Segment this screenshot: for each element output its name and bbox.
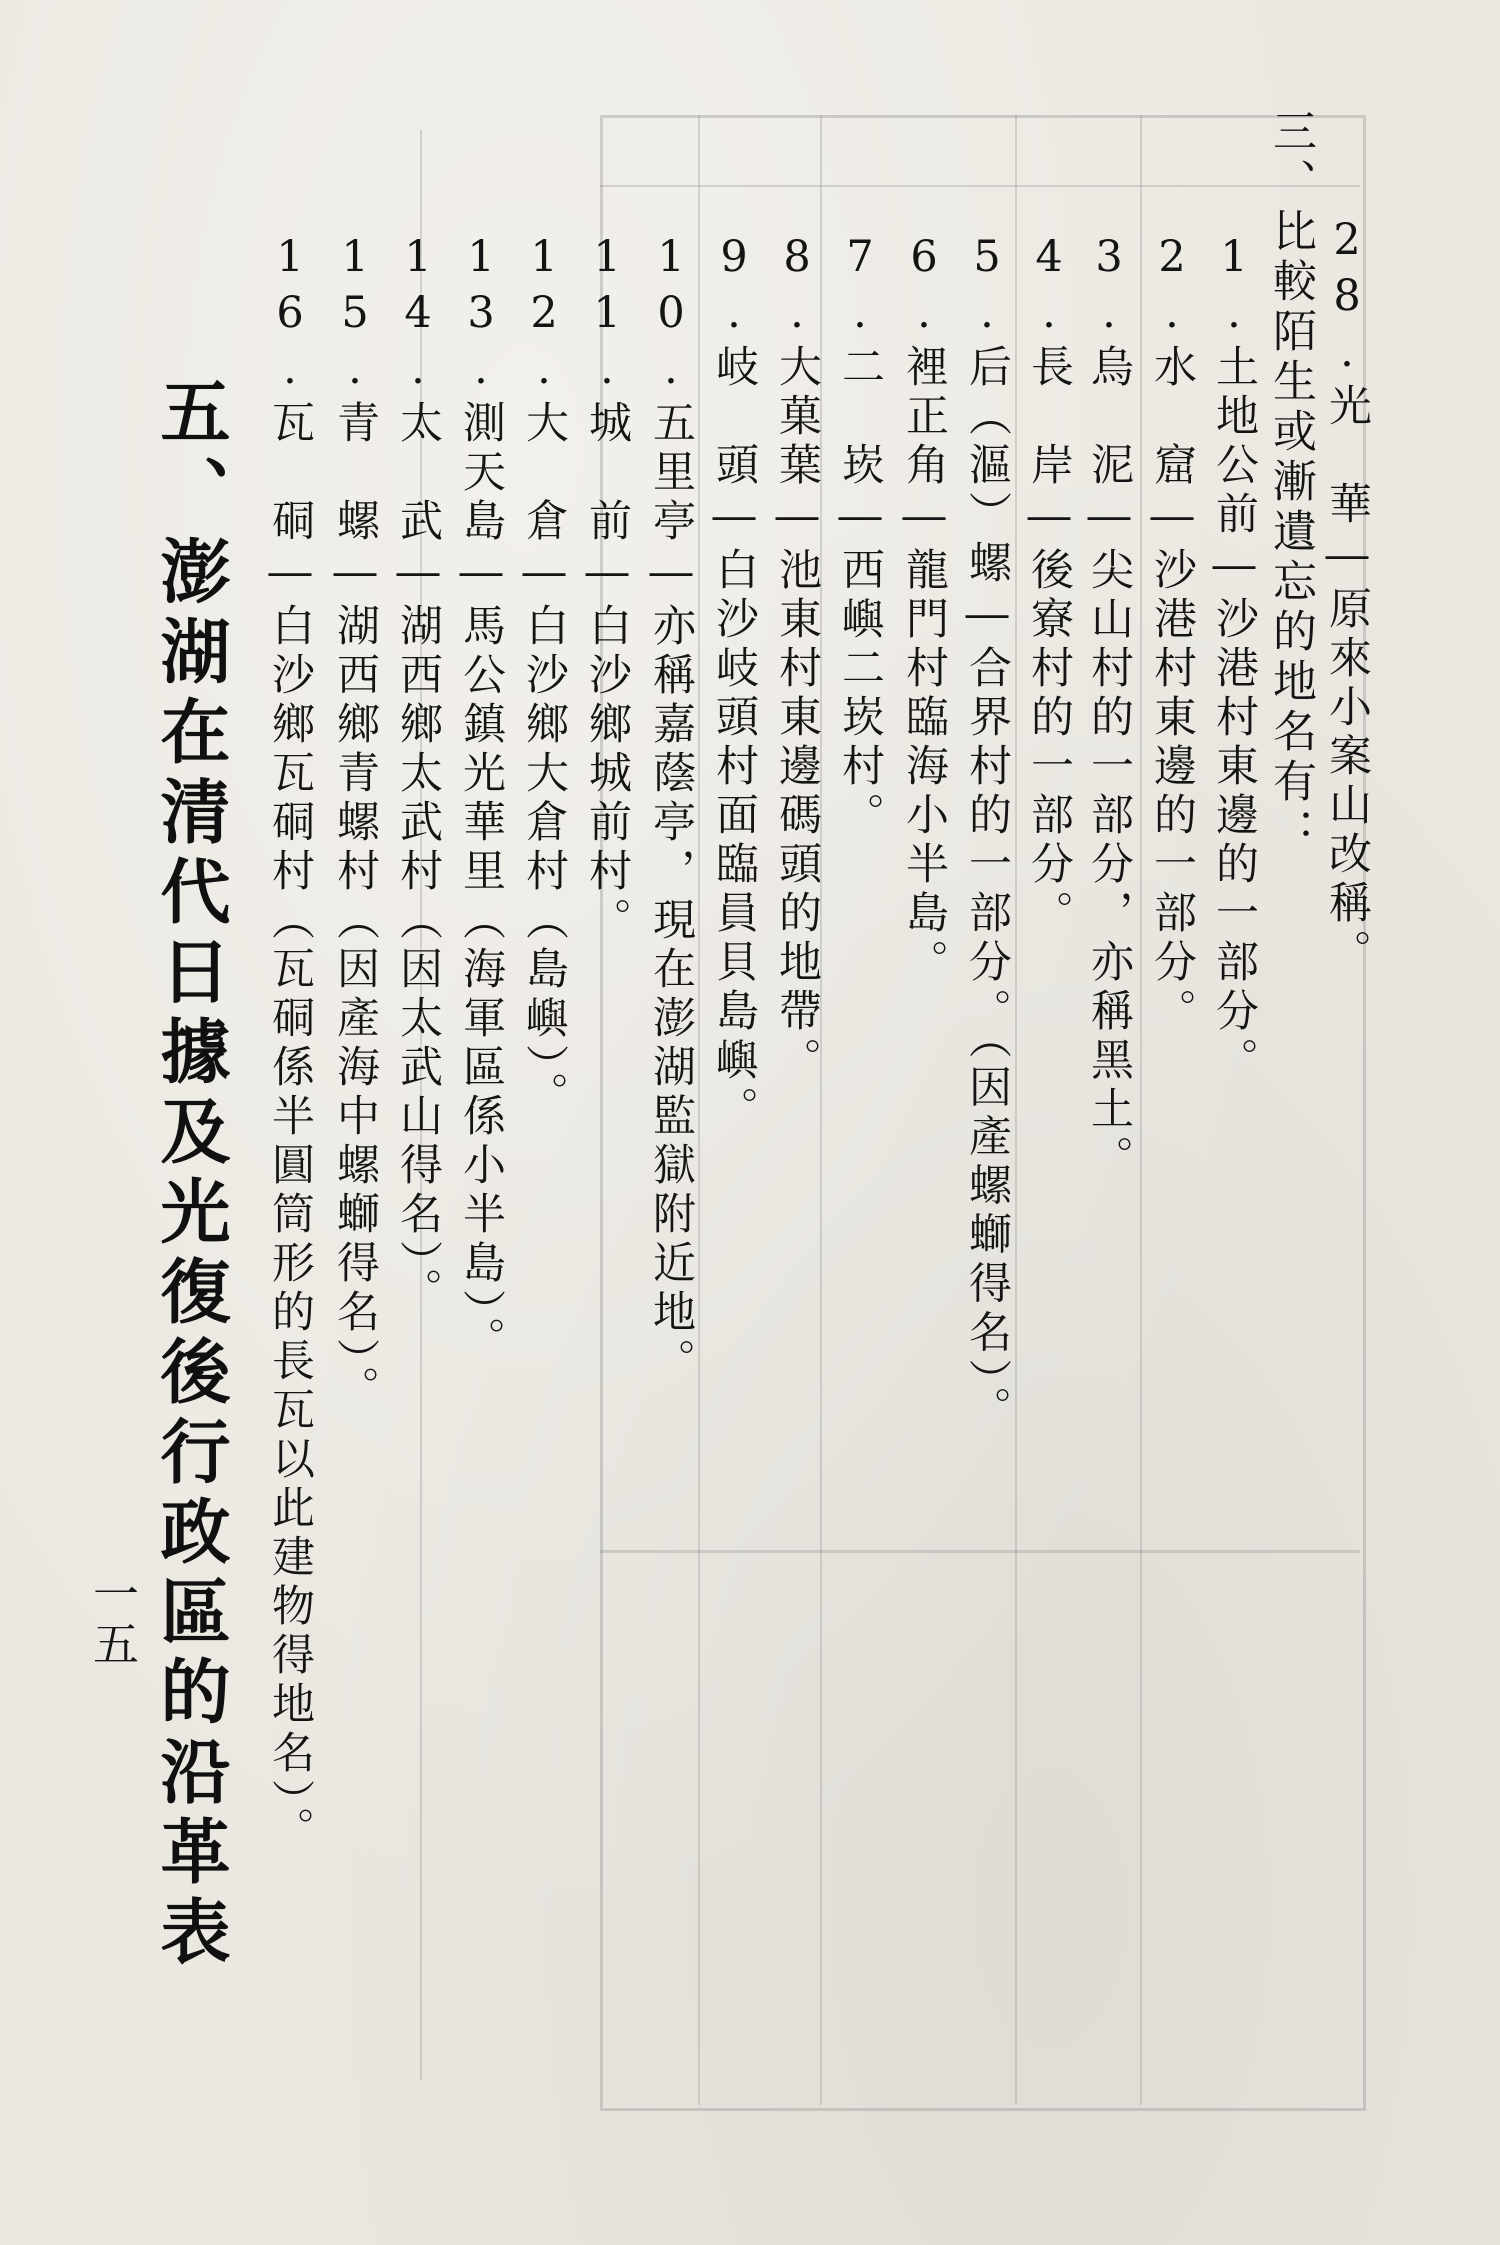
list-item: 12.大 倉―白沙鄉大倉村（島嶼）。 [519,232,569,1121]
list-item: 6.裡正角―龍門村臨海小半島。 [899,232,949,988]
bleed-through-rule [1015,115,1017,2105]
list-item: 9.岐 頭―白沙岐頭村面臨員貝島嶼。 [709,232,759,1135]
list-item: 16.瓦 硐―白沙鄉瓦硐村（瓦硐係半圓筒形的長瓦以此建物得地名）。 [265,232,315,1856]
page-number: 一五 [86,1570,140,1670]
list-item: 1.土地公前―沙港村東邊的一部分。 [1209,232,1259,1086]
list-item: 11.城 前―白沙鄉城前村。 [582,232,632,946]
section-heading: 三、比較陌生或漸遺忘的地名有： [1265,108,1316,858]
bleed-through-rule [698,115,700,2105]
list-item: 2.水 窟―沙港村東邊的一部分。 [1147,232,1197,1037]
list-item: 5.后（漚）螺―合界村的一部分。（因產螺螄得名）。 [962,232,1012,1435]
line-28: 28.光 華―原來小案山改稱。 [1322,215,1372,978]
list-item: 10.五里亭―亦稱嘉蔭亭，現在澎湖監獄附近地。 [646,232,696,1387]
list-item: 8.大菓葉―池東村東邊碼頭的地帶。 [772,232,822,1086]
bleed-through-rule [600,185,1360,187]
section-title: 五、澎湖在清代日據及光復後行政區的沿革表 [149,375,232,1975]
bleed-through-rule [600,1550,1360,1553]
list-item: 14.太 武―湖西鄉太武村（因太武山得名）。 [393,232,443,1317]
list-item: 3.烏 泥―尖山村的一部分，亦稱黑土。 [1084,232,1134,1184]
bleed-through-rule [1140,115,1142,2105]
list-item: 7.二 崁―西嶼二崁村。 [835,232,885,841]
list-item: 4.長 岸―後寮村的一部分。 [1024,232,1074,939]
list-item: 15.青 螺―湖西鄉青螺村（因產海中螺螄得名）。 [330,232,380,1415]
list-item: 13.測天島―馬公鎮光華里（海軍區係小半島）。 [456,232,506,1366]
